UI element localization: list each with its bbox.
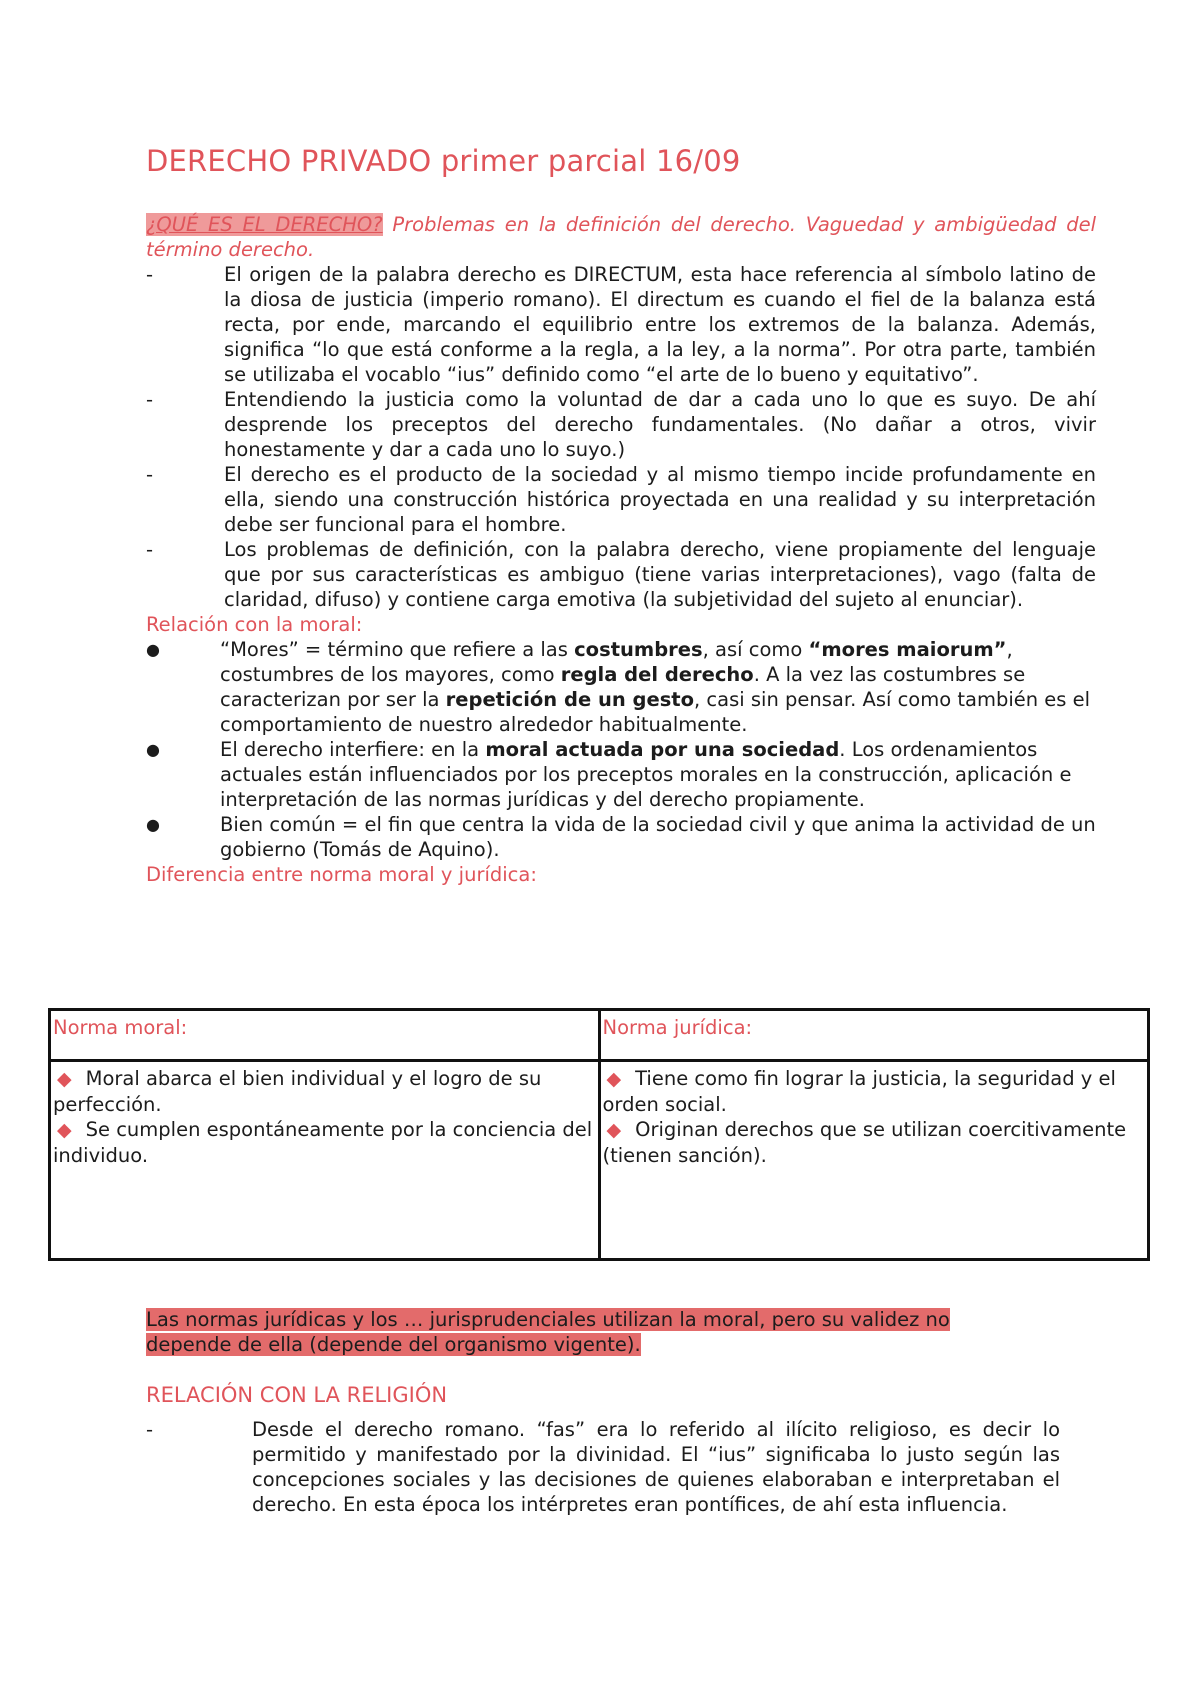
diamond-icon: ◆ — [57, 1068, 72, 1090]
dash-marker: - — [146, 463, 154, 486]
bullet-icon: ● — [146, 640, 160, 659]
list-item — [146, 637, 1096, 737]
table-row — [50, 1010, 1149, 1061]
diamond-icon: ◆ — [606, 1119, 622, 1141]
highlight-note-text: Las normas jurídicas y los … jurisprudenciales utilizan la moral, pero su validez no depende de ella (depende del organismo vigente). — [146, 1308, 950, 1356]
comparison-table — [48, 1008, 1150, 1261]
table-item: ◆ Originan derechos que se utilizan coercitivamente (tienen sanción). — [602, 1118, 1127, 1167]
religion-heading: RELACIÓN CON LA RELIGIÓN — [146, 1383, 448, 1407]
list-item-text: Entendiendo la justicia como la voluntad de dar a cada uno lo que es suyo. De ahí desprende los preceptos del derecho fundamentales. (No dañar a otros, vivir honestamente y dar a cada uno lo suyo.) — [224, 388, 1096, 461]
table-item: ◆ Tiene como fin lograr la justicia, la seguridad y el orden social. — [602, 1067, 1116, 1116]
dash-marker: - — [146, 388, 154, 411]
list-item-text: Los problemas de definición, con la palabra derecho, viene propiamente del lenguaje que por sus características es ambiguo (tiene varias interpretaciones), vago (falta de claridad, difuso) y contiene carga emotiva (la subjetividad del sujeto al enunciar). — [224, 538, 1096, 611]
page-title: DERECHO PRIVADO primer parcial 16/09 — [146, 144, 741, 178]
section-religion — [146, 1417, 1060, 1517]
section-heading — [146, 212, 1096, 262]
list-item — [146, 262, 1096, 387]
list-item — [146, 1417, 1060, 1517]
moral-heading: Relación con la moral: — [146, 613, 363, 636]
table-header-moral: Norma moral: — [50, 1010, 600, 1061]
dash-marker: - — [146, 1418, 154, 1441]
list-item-text: El derecho es el producto de la sociedad y al mismo tiempo incide profundamente en ella, siendo una construcción histórica proyectada en una realidad y su interpretación debe ser funcional para el hombre. — [224, 463, 1096, 536]
list-item-text: Bien común = el fin que centra la vida de la sociedad civil y que anima la actividad de un gobierno (Tomás de Aquino). — [220, 813, 1096, 861]
list-item — [146, 462, 1096, 537]
dash-marker: - — [146, 263, 154, 286]
list-item-text: Desde el derecho romano. “fas” era lo referido al ilícito religioso, es decir lo permitido y manifestado por la divinidad. El “ius” significaba lo justo según las concepciones sociales y las decisiones de quienes elaboraban e interpretaban el derecho. En esta época los intérpretes eran pontífices, de ahí esta influencia. — [252, 1418, 1060, 1516]
list-item-text: “Mores” = término que refiere a las costumbres, así como “mores maiorum”, costumbres de los mayores, como regla del derecho. A la vez las costumbres se caracterizan por ser la repetición de un gesto, casi sin pensar. Así como también es el comportamiento de nuestro alrededor habitualmente. — [220, 638, 1091, 736]
list-item — [146, 387, 1096, 462]
list-item — [146, 812, 1096, 862]
bullet-icon: ● — [146, 740, 160, 759]
list-item — [146, 537, 1096, 612]
list-item-text: El derecho interfiere: en la moral actuada por una sociedad. Los ordenamientos actuales están influenciados por los preceptos morales en la construcción, aplicación e interpretación de las normas jurídicas y del derecho propiamente. — [220, 738, 1072, 811]
highlight-note — [146, 1307, 986, 1357]
table-header-juridica: Norma jurídica: — [599, 1010, 1149, 1061]
diamond-icon: ◆ — [606, 1068, 622, 1090]
bullet-icon: ● — [146, 815, 160, 834]
list-item-text: El origen de la palabra derecho es DIRECTUM, esta hace referencia al símbolo latino de la diosa de justicia (imperio romano). El directum es cuando el fiel de la balanza está recta, por ende, marcando el equilibrio entre los extremos de la balanza. Además, significa “lo que está conforme a la regla, a la ley, a la norma”. Por otra parte, también se utilizaba el vocablo “ius” definido como “el arte de lo bueno y equitativo”. — [224, 263, 1096, 386]
table-cell-juridica — [599, 1061, 1149, 1260]
diamond-icon: ◆ — [57, 1119, 72, 1141]
table-cell-moral — [50, 1061, 600, 1260]
table-item: ◆ Se cumplen espontáneamente por la conciencia del individuo. — [53, 1118, 593, 1167]
table-item: ◆ Moral abarca el bien individual y el logro de su perfección. — [53, 1067, 542, 1116]
diff-heading: Diferencia entre norma moral y jurídica: — [146, 863, 537, 886]
list-item — [146, 737, 1096, 812]
dash-marker: - — [146, 538, 154, 561]
table-row — [50, 1061, 1149, 1260]
heading-highlight: ¿QUÉ ES EL DERECHO? — [146, 213, 383, 236]
heading-rest: Problemas en la definición del derecho. Vaguedad y ambigüedad del término derecho. — [146, 213, 1096, 261]
section-definition — [146, 212, 1096, 887]
